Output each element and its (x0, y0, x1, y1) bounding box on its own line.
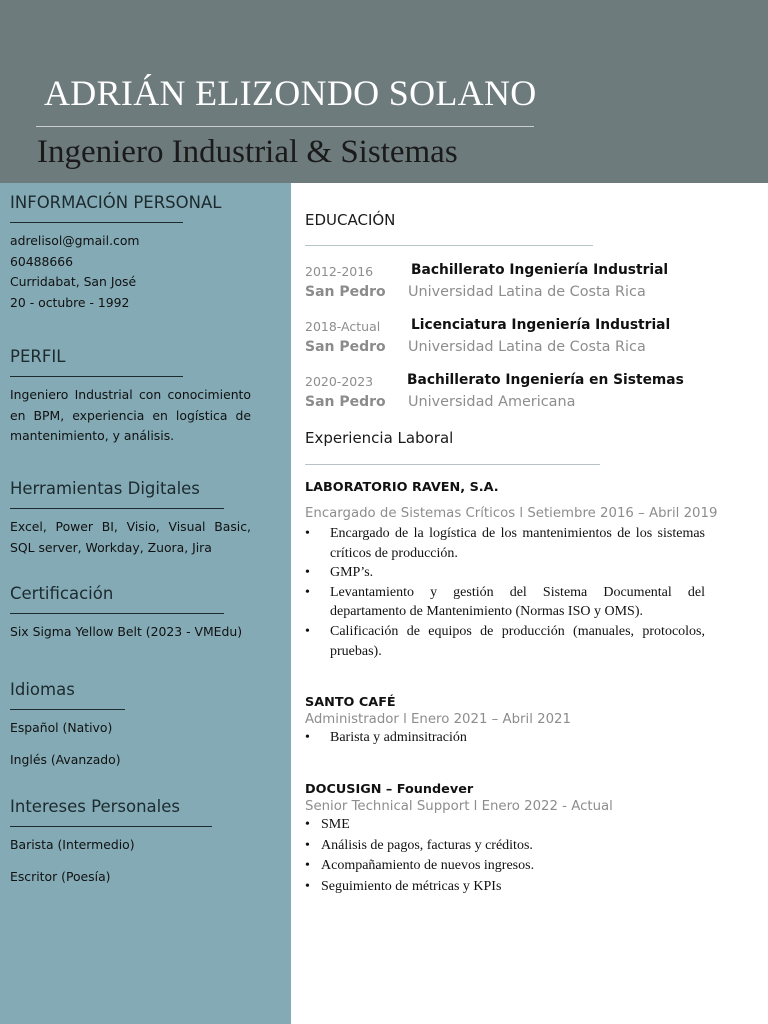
education-city: San Pedro (305, 284, 386, 300)
interest-item: Escritor (Poesía) (10, 868, 111, 884)
education-item (305, 374, 765, 414)
personal-info-heading: INFORMACIÓN PERSONAL (10, 193, 222, 212)
profile-text: Ingeniero Industrial con conocimiento en BPM, experiencia en logística de mantenimiento, y análisis. (10, 387, 251, 443)
duty-item: • GMP’s. (305, 565, 374, 581)
education-degree: Bachillerato Ingeniería Industrial (411, 262, 669, 278)
tools-text: Excel, Power BI, Visio, Visual Basic, SQL server, Workday, Zuora, Jira (10, 519, 251, 555)
candidate-name: ADRIÁN ELIZONDO SOLANO (44, 73, 537, 113)
education-item (305, 264, 765, 304)
job-duties (305, 524, 705, 661)
birthdate-text: 20 - octubre - 1992 (10, 294, 130, 310)
education-rule (305, 245, 593, 246)
education-item (305, 319, 765, 359)
certification-rule (10, 613, 224, 614)
languages-heading: Idiomas (10, 680, 75, 699)
duty-item: • Análisis de pagos, facturas y créditos. (305, 837, 533, 853)
education-degree: Licenciatura Ingeniería Industrial (411, 317, 671, 333)
certification-heading: Certificación (10, 584, 114, 603)
job-company: DOCUSIGN – Foundever (305, 782, 474, 797)
duty-item: • SME (305, 817, 350, 832)
tools-rule (10, 508, 224, 509)
interests-heading: Intereses Personales (10, 797, 180, 816)
interests-rule (10, 826, 212, 827)
education-years: 2020-2023 (305, 374, 374, 389)
tools-section (10, 479, 282, 558)
duty-item: • Barista y adminsitración (305, 730, 467, 745)
education-school: Universidad Latina de Costa Rica (408, 284, 646, 300)
education-school: Universidad Latina de Costa Rica (408, 339, 646, 355)
job-duties (305, 815, 705, 897)
header-banner (0, 0, 768, 183)
education-school: Universidad Americana (408, 394, 576, 410)
profile-heading: PERFIL (10, 347, 66, 366)
interests-section (10, 797, 282, 887)
languages-rule (10, 709, 125, 710)
main-content (305, 183, 768, 1024)
education-city: San Pedro (305, 339, 386, 355)
job-role: Administrador l Enero 2021 – Abril 2021 (305, 712, 571, 727)
tools-heading: Herramientas Digitales (10, 479, 200, 498)
certification-text: Six Sigma Yellow Belt (2023 - VMEdu) (10, 624, 243, 639)
duty-item: • Seguimiento de métricas y KPIs (305, 878, 502, 894)
personal-info-section (10, 193, 282, 313)
duty-item: • Levantamiento y gestión del Sistema Documental del departamento de Mantenimiento (Normas ISO y OMS). (305, 584, 705, 620)
job-entry (305, 695, 705, 748)
job-role: Senior Technical Support l Enero 2022 - Actual (305, 799, 613, 814)
language-item: Español (Nativo) (10, 720, 113, 735)
job-duties (305, 728, 705, 748)
job-company: SANTO CAFÉ (305, 695, 396, 710)
duty-item: • Acompañamiento de nuevos ingresos. (305, 858, 535, 873)
duty-item: • Calificación de equipos de producción (manuales, protocolos, pruebas). (305, 623, 705, 659)
experience-heading: Experiencia Laboral (305, 429, 454, 447)
job-role: Encargado de Sistemas Críticos l Setiembre 2016 – Abril 2019 (305, 506, 718, 521)
language-item: Inglés (Avanzado) (10, 751, 121, 767)
certification-section (10, 584, 282, 643)
education-heading: EDUCACIÓN (305, 211, 396, 229)
interest-item: Barista (Intermedio) (10, 837, 135, 852)
header-divider (36, 126, 534, 127)
duty-item: • Encargado de la logística de los mantenimientos de los sistemas críticos de producción. (305, 526, 705, 561)
education-city: San Pedro (305, 394, 386, 410)
job-entry (305, 480, 718, 661)
email-text: adrelisol@gmail.com (10, 233, 140, 248)
sidebar (0, 183, 291, 1024)
personal-info-rule (10, 222, 183, 223)
education-years: 2012-2016 (305, 264, 374, 279)
experience-rule (305, 464, 600, 465)
location-text: Curridabat, San José (10, 274, 137, 289)
languages-section (10, 680, 282, 770)
profile-section (10, 347, 282, 447)
education-years: 2018-Actual (305, 319, 381, 334)
phone-text: 60488666 (10, 253, 74, 269)
education-degree: Bachillerato Ingeniería en Sistemas (407, 372, 684, 388)
candidate-title: Ingeniero Industrial & Sistemas (37, 134, 458, 170)
job-entry (305, 782, 705, 897)
job-company: LABORATORIO RAVEN, S.A. (305, 480, 499, 495)
profile-rule (10, 376, 183, 377)
